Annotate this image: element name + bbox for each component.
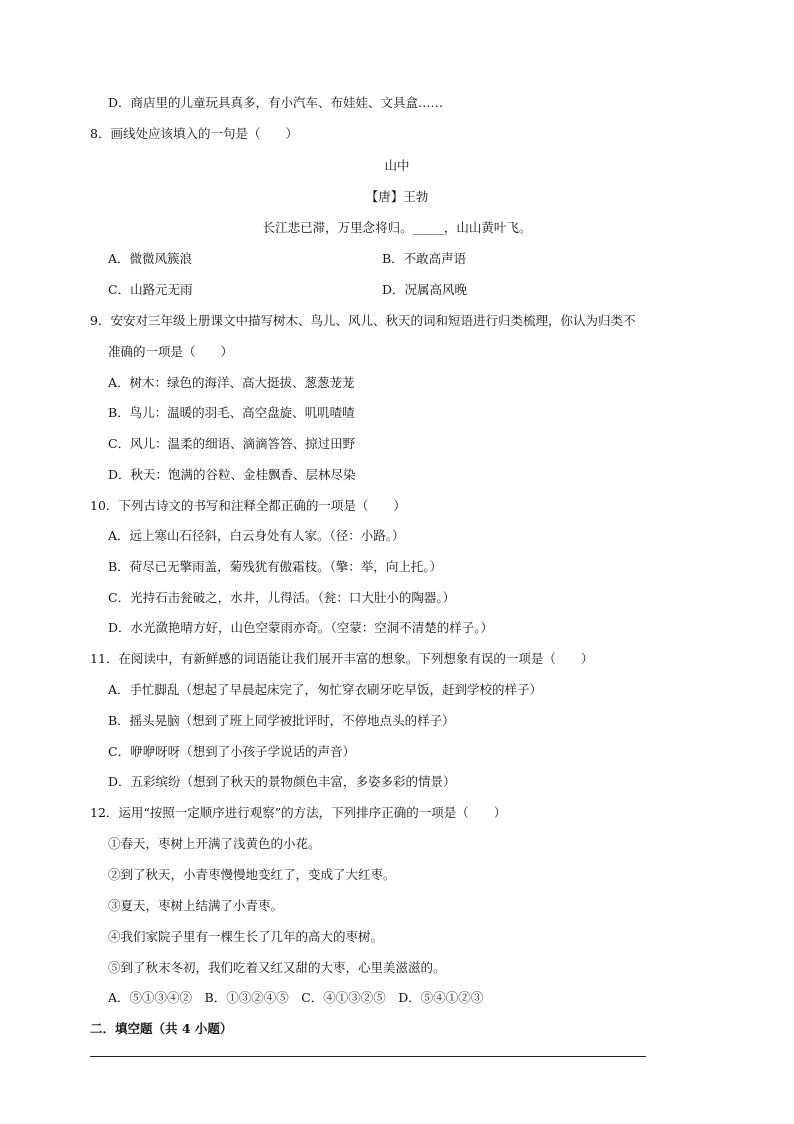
q12-stem: 12．运用“按照一定顺序进行观察”的方法，下列排序正确的一项是（ ） — [90, 805, 507, 820]
q11-option-d: D．五彩缤纷（想到了秋天的景物颜色丰富，多姿多彩的情景） — [108, 774, 456, 789]
q8-option-a: A．微微风簇浪 — [108, 251, 193, 266]
q10-option-d: D．水光潋艳晴方好，山色空蒙雨亦奇。（空蒙：空洞不清楚的样子。） — [108, 620, 494, 635]
q9-option-c: C．风儿：温柔的细语、滴滴答答、掠过田野 — [108, 436, 356, 451]
q10-option-c: C．光持石击瓮破之，水井，儿得活。（瓮：口大肚小的陶器。） — [108, 590, 456, 605]
q9-option-d: D．秋天：饱满的谷粒、金桂飘香、层林尽染 — [108, 467, 356, 482]
q11-stem: 11．在阅读中，有新鲜感的词语能让我们展开丰富的想象。下列想象有误的一项是（ ） — [90, 651, 594, 666]
q8-option-b: B．不敢高声语 — [382, 251, 467, 266]
q8-option-c: C．山路元无雨 — [108, 282, 193, 297]
q12-item-3: ③夏天，枣树上结满了小青枣。 — [108, 898, 284, 913]
poem-title: 山中 — [384, 158, 410, 173]
poem-author: 【唐】王勃 — [365, 189, 429, 204]
q7-option-d: D．商店里的儿童玩具真多，有小汽车、布娃娃、文具盒…… — [108, 95, 444, 110]
q11-option-c: C．咿咿呀呀（想到了小孩子学说话的声音） — [108, 744, 356, 759]
q10-stem: 10．下列古诗文的书写和注释全都正确的一项是（ ） — [90, 498, 406, 513]
q9-option-a: A．树木：绿色的海洋、高大挺拔、葱葱茏茏 — [108, 375, 355, 390]
section-heading: 二．填空题（共 4 小题） — [90, 1021, 233, 1036]
q8-stem: 8．画线处应该填入的一句是（ ） — [90, 126, 298, 141]
q12-item-1: ①春天，枣树上开满了浅黄色的小花。 — [108, 836, 321, 851]
q12-item-2: ②到了秋天，小青枣慢慢地变红了，变成了大红枣。 — [108, 867, 396, 882]
horizontal-rule — [90, 1056, 646, 1057]
q12-options: A．⑤①③④② B．①③②④⑤ C．④①③②⑤ D．⑤④①②③ — [108, 990, 484, 1005]
q11-option-a: A．手忙脚乱（想起了早晨起床完了，匆忙穿衣刷牙吃早饭，赶到学校的样子） — [108, 682, 543, 697]
q11-option-b: B．摇头晃脑（想到了班上同学被批评时，不停地点头的样子） — [108, 713, 455, 728]
q10-option-a: A．远上寒山石径斜，白云身处有人家。（径：小路。） — [108, 528, 405, 543]
q8-option-d: D．况属高风晚 — [382, 282, 468, 297]
q9-option-b: B．鸟儿：温暖的羽毛、高空盘旋、叽叽喳喳 — [108, 405, 355, 420]
q12-item-4: ④我们家院子里有一棵生长了几年的高大的枣树。 — [108, 929, 384, 944]
q9-stem-cont: 准确的一项是（ ） — [108, 344, 234, 359]
poem-text: 长江悲已滞，万里念将归。_____，山山黄叶飞。 — [262, 220, 532, 235]
q9-stem: 9．安安对三年级上册课文中描写树木、鸟儿、风儿、秋天的词和短语进行归类梳理，你认为归类不 — [90, 313, 636, 328]
q12-item-5: ⑤到了秋末冬初，我们吃着又红又甜的大枣，心里美滋滋的。 — [108, 960, 446, 975]
q10-option-b: B．荷尽已无擎雨盖，菊残犹有傲霜枝。（擎：举，向上托。） — [108, 559, 443, 574]
